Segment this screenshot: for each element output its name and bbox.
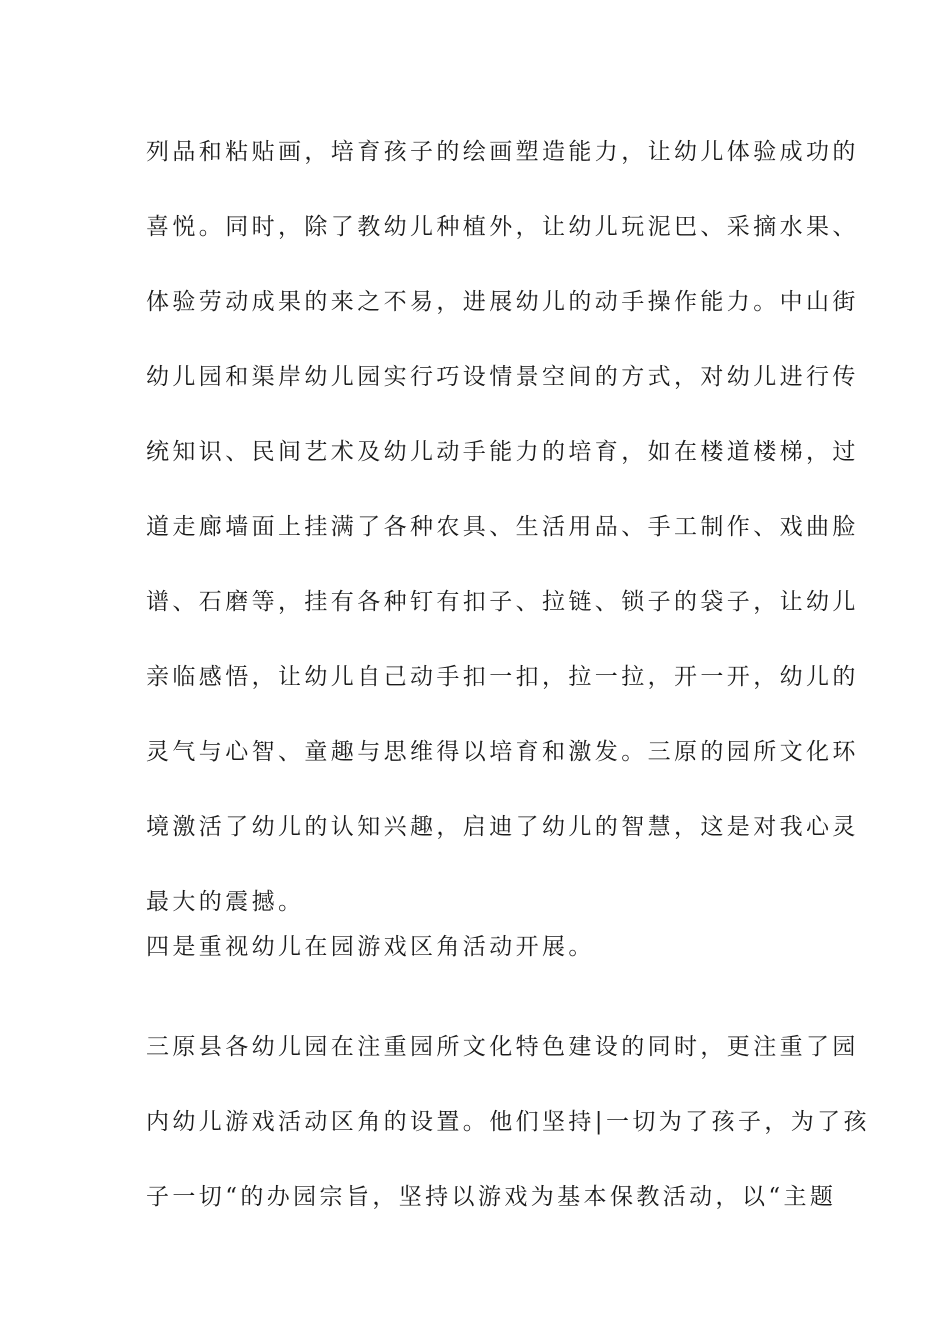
paragraph-line: 亲临感悟，让幼儿自己动手扣一扣，拉一拉，开一开，幼儿的: [146, 664, 859, 690]
paragraph-line: 灵气与心智、童趣与思维得以培育和激发。三原的园所文化环: [146, 739, 859, 765]
paragraph-line: 统知识、民间艺术及幼儿动手能力的培育，如在楼道楼梯，过: [146, 439, 859, 465]
section-heading: 四是重视幼儿在园游戏区角活动开展。: [146, 934, 595, 960]
paragraph-line: 列品和粘贴画，培育孩子的绘画塑造能力，让幼儿体验成功的: [146, 139, 859, 165]
paragraph-line: 三原县各幼儿园在注重园所文化特色建设的同时，更注重了园: [146, 1034, 859, 1060]
paragraph-line: 喜悦。同时，除了教幼儿种植外，让幼儿玩泥巴、采摘水果、: [146, 214, 859, 240]
paragraph-line: 子一切“的办园宗旨，坚持以游戏为基本保教活动，以“主题: [146, 1184, 837, 1210]
paragraph-line: 谱、石磨等，挂有各种钉有扣子、拉链、锁子的袋子，让幼儿: [146, 589, 859, 615]
paragraph-line: 道走廊墙面上挂满了各种农具、生活用品、手工制作、戏曲脸: [146, 514, 859, 540]
paragraph-line: 内幼儿游戏活动区角的设置。他们坚持|一切为了孩子，为了孩: [146, 1109, 870, 1135]
paragraph-line: 最大的震撼。: [146, 889, 305, 915]
paragraph-line: 体验劳动成果的来之不易，进展幼儿的动手操作能力。中山街: [146, 289, 859, 315]
paragraph-line: 幼儿园和渠岸幼儿园实行巧设情景空间的方式，对幼儿进行传: [146, 364, 859, 390]
paragraph-line: 境激活了幼儿的认知兴趣，启迪了幼儿的智慧，这是对我心灵: [146, 814, 859, 840]
